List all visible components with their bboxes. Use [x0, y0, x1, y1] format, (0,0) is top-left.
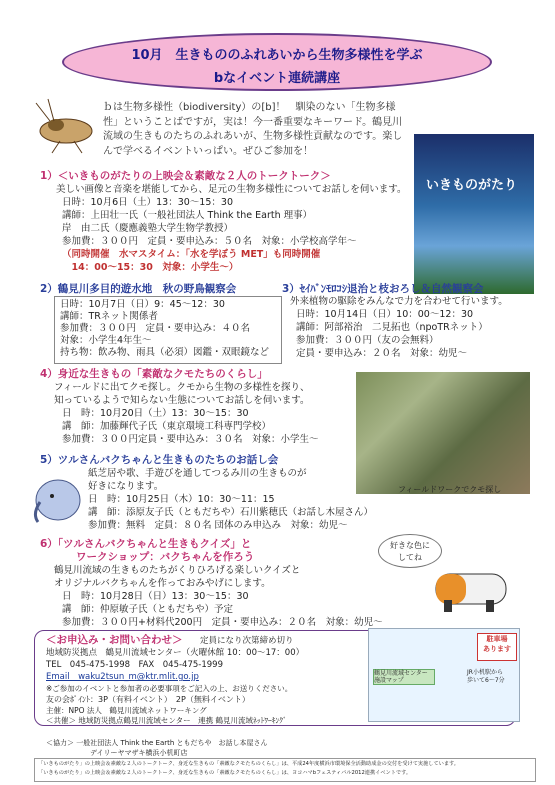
- section2-heading: 2）鶴見川多目的遊水地 秋の野鳥観察会: [40, 283, 237, 295]
- section1-speaker1: 講師：上田壮一氏（一般社団法人 Think the Earth 理事）: [62, 210, 313, 221]
- section5-heading: 5）ツルさんバクちゃんと生きものたちのお話し会: [40, 454, 279, 466]
- section4-speaker: 講 師：加藤輝代子氏（東京環境工科専門学校）: [62, 421, 272, 432]
- footer-line1: 「いきものがたり」の上映会＆素敵な２人のトークトーク、身近な生きもの「素敵なクモたちのくらし」は、平成24年度横浜市環境保全活動助成金の交付を受けて実施しています。: [38, 761, 459, 767]
- contact-cohost: ＜共催＞ 地域防災拠点鶴見川流域センター 連携 鶴見川流域ﾈｯﾄﾜｰｷﾝｸﾞ: [46, 716, 287, 725]
- section5-speaker: 講 師：添原友子氏（ともだちや）石川紫穂氏（お話し木屋さん）: [88, 507, 374, 518]
- tapir-craft-icon: [430, 560, 520, 616]
- section6-fee: 参加費：３００円+材料代200円 定員・要申込み：２０名 対象：幼児～: [62, 617, 383, 628]
- section4-heading: 4）身近な生きもの「素敵なクモたちのくらし」: [40, 368, 268, 380]
- section3-fee: 参加費：３００円（友の会無料）: [296, 335, 439, 346]
- fieldwork-photo: [356, 372, 530, 494]
- contact-points: 友の会ﾎﾟｲﾝﾄ：3P（有料イベント） 2P（無料イベント）: [46, 695, 250, 704]
- section4-date: 日 時：10月20日（土）13：30～15：30: [62, 408, 249, 419]
- elephant-mascot-icon: [28, 470, 84, 526]
- section2-speaker: 講師：TRネット関係者: [60, 311, 158, 322]
- map-label: 鶴見川流域センター 施設マップ: [373, 669, 435, 685]
- section6-speaker: 講 師：仲原敏子氏（ともだちや）予定: [62, 604, 234, 615]
- section5-desc1: 紙芝居や歌、手遊びを通してつるみ川の生きものが: [88, 468, 307, 479]
- section4-fee: 参加費：３００円定員・要申込み：３０名 対象：小学生～: [62, 434, 319, 445]
- support-line1: ＜協力＞ 一般社団法人 Think the Earth ともだちや お話し本屋さん: [46, 739, 268, 747]
- contact-email[interactable]: Email waku2tsun_m@ktr.mlit.go.jp: [46, 672, 199, 682]
- section1-note2: 14：00～15：30 対象：小学生～）: [62, 262, 239, 273]
- section1-date: 日時：10月6日（土）13：30～15：30: [62, 197, 233, 208]
- parking-badge: 駐車場 あります: [477, 633, 517, 661]
- section1-heading: 1）＜いきものがたりの上映会＆素敵な２人のトークトーク＞: [40, 170, 331, 182]
- section2-fee: 参加費：３００円 定員・要申込み：４０名: [60, 323, 251, 334]
- section6-heading2: ワークショップ：バクちゃんを作ろう: [76, 551, 255, 563]
- contact-tel: TEL 045-475-1998 FAX 045-475-1999: [46, 660, 223, 670]
- section6-desc1: 鶴見川流域の生きものたちがくりひろげる楽しいクイズと: [54, 565, 301, 576]
- poster-title: いきものがたり: [426, 178, 518, 193]
- map-walk-note: JR小机駅から 歩いて6～7分: [467, 669, 505, 684]
- section2-date: 日時：10月7日（日）9：45～12：30: [60, 299, 225, 310]
- section3-desc: 外来植物の駆除をみんなで力を合わせて行います。: [290, 296, 508, 307]
- section3-date: 日時：10月14日（日）10：00～12：30: [296, 309, 474, 320]
- section1-note1: （同時開催 水マスタイム：「水を学ぼう MET」も同時開催: [62, 249, 321, 260]
- contact-note: ※ご参加のイベントと参加者の必要事項をご記入の上、お送りください。: [46, 684, 293, 693]
- contact-deadline: 定員になり次第締め切り: [200, 636, 294, 646]
- support-line2: デイリーヤマザキ横浜小机町店: [90, 749, 188, 757]
- section5-desc2: 好きになります。: [88, 481, 164, 492]
- section1-desc: 美しい画像と音楽を堪能してから、足元の生物多様性についてお話しを伺います。: [56, 184, 407, 195]
- section6-date: 日 時：10月28日（日）13：30～15：30: [62, 591, 249, 602]
- intro-text: ｂは生物多様性（biodiversity）の[b]！ 馴染のない「生物多様性」ということばですが，実は！今一番重要なキーワード。鶴見川流域の生きものたちのふれあいが、生物多様性貢献なのです。楽しんで学べるイベントいっぱい。ぜひご参加を！: [103, 102, 403, 157]
- title-line2: bなイベント連続講座: [213, 71, 341, 86]
- access-map: [368, 628, 520, 722]
- section6-heading1: 6）「ツルさんバクちゃんと生きもクイズ」と: [40, 538, 252, 550]
- section4-desc1: フィールドに出てクモ探し。クモから生物の多様性を探り、: [54, 382, 310, 393]
- title-banner: [62, 33, 492, 91]
- section6-desc2: オリジナルバクちゃんを作っておみやげにします。: [54, 578, 271, 589]
- contact-heading: ＜お申込み・お問い合わせ＞: [46, 634, 183, 646]
- section2-items: 持ち物：飲み物、雨具（必須）図鑑・双眼鏡など: [60, 347, 270, 358]
- section3-target: 定員・要申込み：２０名 対象：幼児～: [296, 348, 468, 359]
- movie-poster: [414, 134, 534, 294]
- section4-desc2: 知っているようで知らない生態についてお話しを伺います。: [54, 395, 310, 406]
- footer-line2: 「いきものがたり」の上映会＆素敵な２人のトークトーク、身近な生きもの「素敵なクモたちのくらし」は、ヨコハマbフェスティバル2012連携イベントです。: [38, 770, 412, 776]
- insect-icon: [30, 95, 102, 155]
- title-line1: 10月 生きもののふれあいから生物多様性を学ぶ: [131, 48, 423, 63]
- section1-fee: 参加費：３００円 定員・要申込み：５０名 対象：小学校高学年～: [62, 236, 357, 247]
- section5-date: 日 時：10月25日（木）10：30～11：15: [88, 494, 275, 505]
- section3-speaker: 講師：阿部裕治 二見拓也（npoTRネット）: [296, 322, 488, 333]
- section1-speaker2: 岸 由二氏（慶應義塾大学生物学教授）: [62, 223, 234, 234]
- contact-host: 主催：NPO 法人 鶴見川流域ネットワーキング: [46, 706, 207, 715]
- section3-heading: 3）ｾｲﾊﾞﾝﾓﾛｺｼ退治と枝おろし＆自然観察会: [282, 283, 484, 295]
- photo-caption: フィールドワークでクモ探し: [398, 485, 502, 494]
- section2-target: 対象：小学生4年生～: [60, 335, 152, 346]
- section5-fee: 参加費：無料 定員：８０名 団体のみ申込み 対象：幼児～: [88, 520, 348, 531]
- speech-bubble: 好きな色に してね: [378, 534, 442, 568]
- contact-center: 地域防災拠点 鶴見川流域センター（火曜休館 10：00～17：00）: [46, 648, 305, 658]
